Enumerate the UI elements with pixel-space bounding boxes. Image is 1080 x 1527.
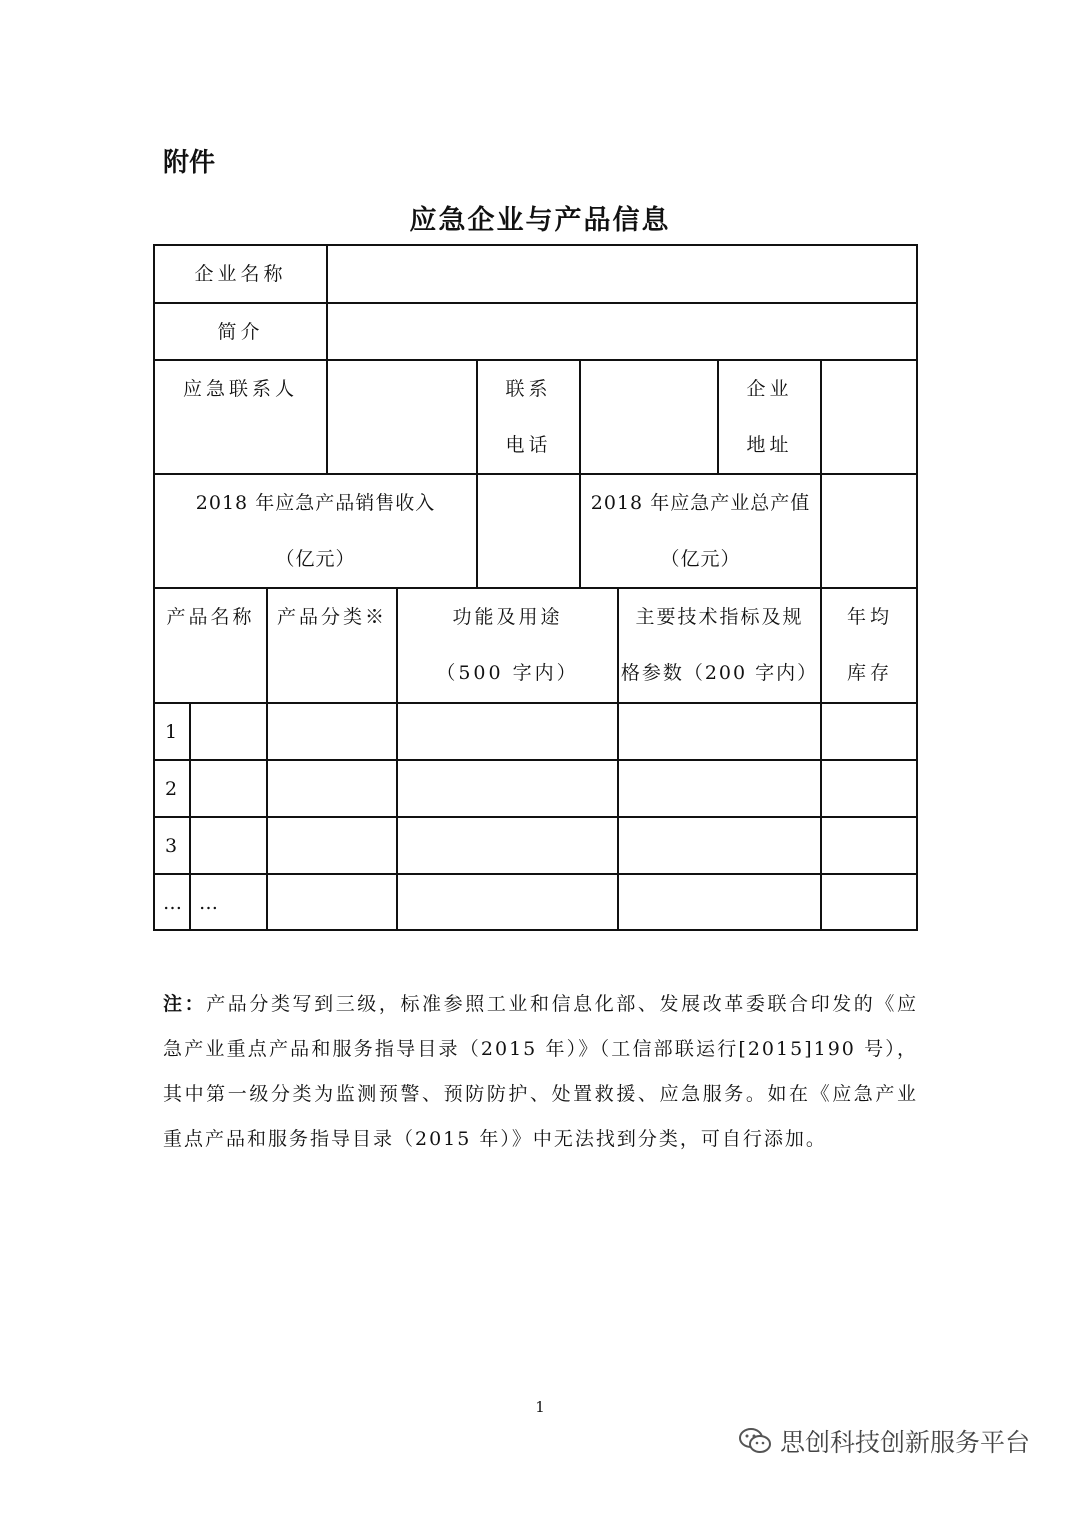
sales-label-line2: （亿元） (275, 548, 356, 570)
output-label (581, 475, 820, 587)
contact-person-field[interactable] (328, 361, 476, 473)
col-function-line2: （500 字内） (436, 662, 579, 684)
phone-label-line2: 电话 (505, 434, 552, 456)
output-field[interactable] (822, 475, 918, 587)
col-function-line1: 功能及用途 (452, 606, 563, 628)
sales-label-line1: 2018 年应急产品销售收入 (195, 492, 436, 514)
col-product-category: 产品分类※ (276, 606, 387, 628)
sales-field[interactable] (478, 475, 579, 587)
col-stock (822, 589, 918, 702)
col-function (398, 589, 617, 702)
col-spec-line2: 格参数（200 字内） (620, 662, 819, 684)
watermark (738, 1423, 1030, 1459)
intro-label: 简介 (217, 320, 264, 343)
watermark-text: 思创科技创新服务平台 (780, 1428, 1031, 1457)
address-label (719, 361, 820, 473)
info-form-table (153, 244, 918, 931)
sales-label (155, 475, 476, 587)
row-number: 3 (165, 834, 182, 857)
row-number: 1 (165, 720, 182, 743)
contact-person-label: 应急联系人 (182, 378, 298, 400)
company-name-label: 企业名称 (194, 263, 287, 285)
note-paragraph (163, 982, 918, 1162)
output-label-line1: 2018 年应急产业总产值 (590, 492, 811, 514)
phone-label (478, 361, 579, 473)
attachment-label: 附件 (163, 148, 216, 178)
note-prefix: 注： (163, 993, 207, 1015)
note-text: 产品分类写到三级，标准参照工业和信息化部、发展改革委联合印发的《应急产业重点产品和服务指导目录（2015 年）》（工信部联运行[2015]190 号），其中第一级分类为监测预警、预防防护、处置救援、应急服务。如在《应急产业重点产品和服务指导目录（2015 年）》中无法找到分类，可自行添加。 (163, 993, 918, 1150)
row-number: 2 (165, 777, 182, 800)
col-spec (619, 589, 820, 702)
address-field[interactable] (822, 361, 918, 473)
address-label-line1: 企业 (746, 378, 793, 400)
row-ellipsis: … (199, 892, 218, 914)
col-product-name: 产品名称 (166, 606, 255, 628)
phone-label-line1: 联系 (505, 378, 552, 400)
company-name-field[interactable] (328, 246, 918, 302)
row-number: … (163, 892, 182, 914)
col-stock-line1: 年均 (846, 606, 893, 628)
col-spec-line1: 主要技术指标及规 (635, 606, 804, 628)
wechat-icon (738, 1426, 772, 1456)
output-label-line2: （亿元） (660, 548, 741, 570)
page-number: 1 (535, 1398, 545, 1416)
col-stock-line2: 库存 (846, 662, 893, 684)
address-label-line2: 地址 (746, 434, 793, 456)
intro-field[interactable] (328, 304, 918, 359)
page-title: 应急企业与产品信息 (409, 205, 671, 236)
phone-field[interactable] (581, 361, 717, 473)
